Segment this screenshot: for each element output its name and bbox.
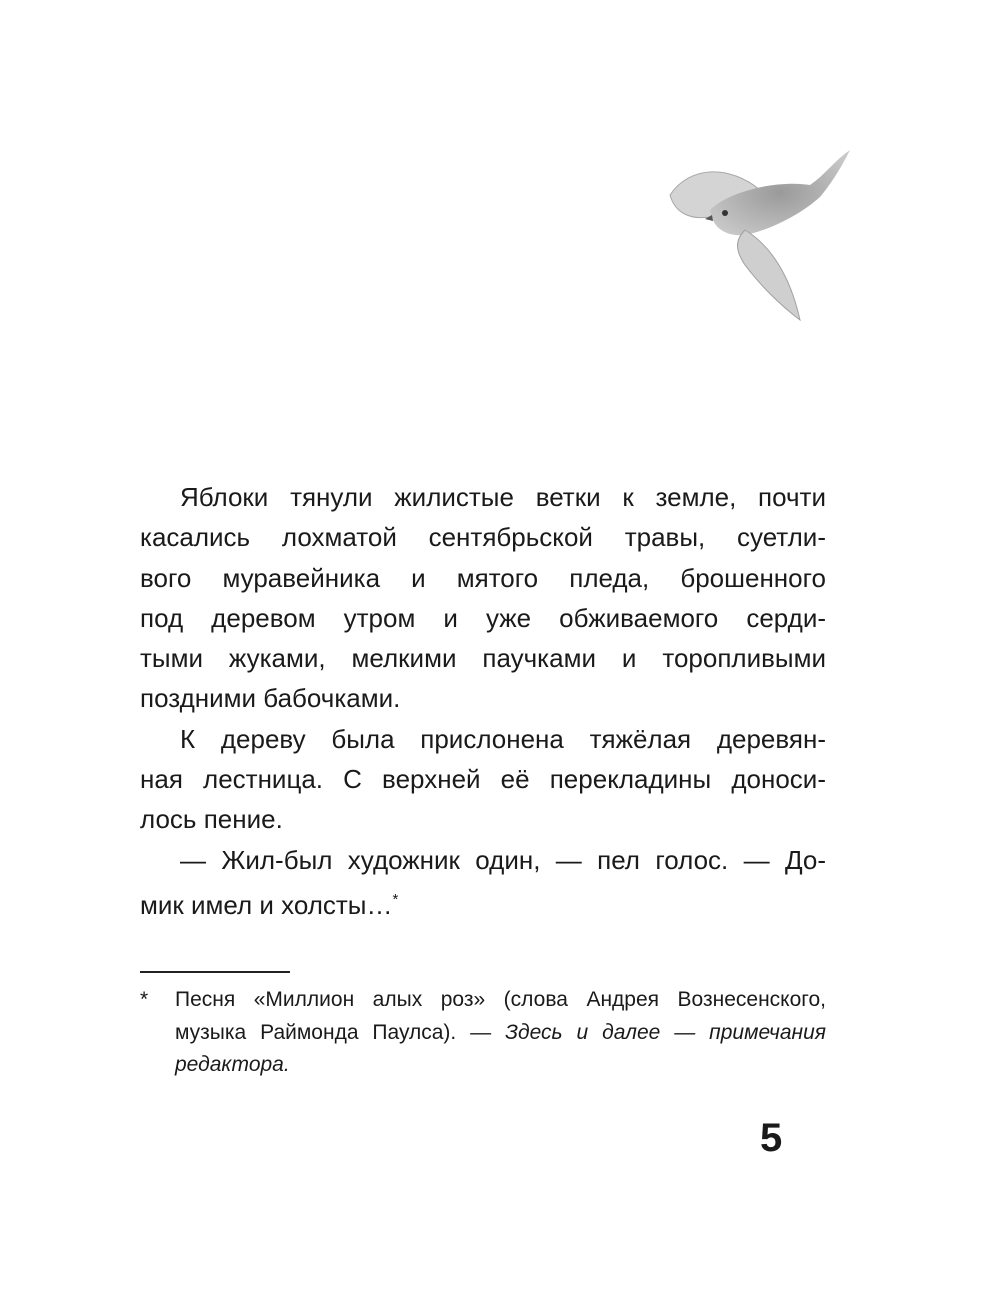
- footnote: [140, 984, 826, 1082]
- text-line: К дереву была прислонена тяжёлая деревян-: [180, 723, 826, 754]
- text-span: мик имел и холсты…: [140, 889, 393, 920]
- text-line: вого муравейника и мятого пледа, брошенного: [140, 562, 826, 593]
- text-line: [140, 880, 826, 920]
- text-line: поздними бабочками.: [140, 683, 401, 714]
- body-text: [140, 477, 826, 920]
- footnote-divider: [140, 971, 290, 973]
- page-number: 5: [760, 1116, 783, 1160]
- footnote-line: [175, 1049, 826, 1082]
- footnote-line: Песня «Миллион алых роз» (слова Андрея Вознесенского,: [175, 988, 826, 1011]
- text-line: лось пение.: [140, 804, 283, 835]
- text-line: касались лохматой сентябрьской травы, суетли-: [140, 522, 826, 553]
- text-line: тыми жуками, мелкими паучками и торопливыми: [140, 643, 826, 674]
- footnote-text: музыка Раймонда Паулса). —: [175, 1020, 506, 1044]
- text-line: под деревом утром и уже обживаемого серди-: [140, 602, 826, 633]
- footnote-italic: редактора.: [175, 1053, 290, 1076]
- footnote-line: [175, 1017, 826, 1050]
- footnote-mark: *: [140, 988, 149, 1011]
- text-line: Яблоки тянули жилистые ветки к земле, почти: [180, 482, 826, 512]
- footnote-reference[interactable]: *: [392, 890, 399, 908]
- text-line: — Жил-был художник один, — пел голос. — До-: [180, 844, 826, 875]
- text-line: ная лестница. С верхней её перекладины доноси-: [140, 764, 826, 795]
- footnote-italic: Здесь и далее — примечания: [505, 1020, 826, 1044]
- bird-illustration: [650, 135, 855, 330]
